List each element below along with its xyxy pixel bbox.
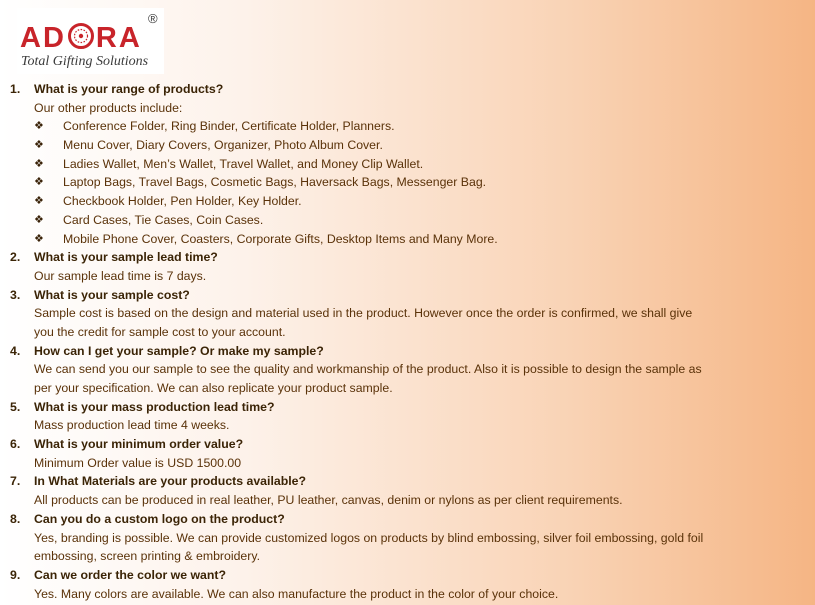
faq-answer-line: Our sample lead time is 7 days.	[34, 268, 207, 283]
faq-answer-line: embossing, screen printing & embroidery.	[34, 549, 261, 564]
diamond-bullet-icon: ❖	[34, 232, 44, 245]
diamond-bullet-icon: ❖	[34, 195, 44, 208]
logo-emblem-icon	[67, 22, 95, 50]
bullet-text: Ladies Wallet, Men’s Wallet, Travel Wallet, and Money Clip Wallet.	[63, 156, 424, 171]
product-bullet-item	[0, 117, 815, 136]
faq-question	[0, 248, 815, 267]
faq-question-text: What is your sample cost?	[34, 287, 190, 302]
faq-question-text: What is your sample lead time?	[34, 250, 218, 265]
bullet-text: Laptop Bags, Travel Bags, Cosmetic Bags, Haversack Bags, Messenger Bag.	[63, 175, 487, 190]
bullet-text: Mobile Phone Cover, Coasters, Corporate Gifts, Desktop Items and Many More.	[63, 231, 498, 246]
faq-question	[0, 510, 815, 529]
logo-wordmark	[20, 22, 142, 53]
faq-answer-line: Mass production lead time 4 weeks.	[34, 418, 230, 433]
faq-question-text: Can we order the color we want?	[34, 567, 227, 582]
diamond-bullet-icon: ❖	[34, 139, 44, 152]
faq-item	[0, 342, 815, 398]
faq-answer-line: Yes, branding is possible. We can provide customized logos on products by blind embossing, silver foil embossing, gold foil	[34, 530, 704, 545]
faq-question-text: What is your range of products?	[34, 82, 224, 96]
logo-text-suffix: RA	[95, 22, 142, 54]
faq-answer-line: We can send you our sample to see the quality and workmanship of the product. Also it is possible to design the sample as	[34, 362, 702, 377]
faq-list	[0, 80, 815, 603]
logo-tagline: Total Gifting Solutions	[21, 54, 149, 69]
bullet-text: Conference Folder, Ring Binder, Certificate Holder, Planners.	[63, 119, 395, 134]
faq-number: 2.	[10, 250, 21, 265]
faq-answer-line: Minimum Order value is USD 1500.00	[34, 455, 242, 470]
faq-item	[0, 510, 815, 566]
faq-answer-line: All products can be produced in real leather, PU leather, canvas, denim or nylons as per client requirements.	[34, 493, 623, 508]
faq-number: 7.	[10, 474, 21, 489]
product-bullet-item	[0, 211, 815, 230]
faq-number: 4.	[10, 343, 21, 358]
registered-mark: ®	[148, 11, 158, 26]
faq-item	[0, 80, 815, 248]
faq-answer-line: per your specification. We can also replicate your product sample.	[34, 381, 393, 395]
faq-item	[0, 286, 815, 342]
bullet-text: Checkbook Holder, Pen Holder, Key Holder.	[63, 194, 302, 209]
faq-question	[0, 286, 815, 305]
product-bullet-item	[0, 155, 815, 174]
faq-question-text: How can I get your sample? Or make my sample?	[34, 343, 324, 358]
faq-question	[0, 80, 815, 99]
bullet-text: Menu Cover, Diary Covers, Organizer, Photo Album Cover.	[63, 138, 383, 153]
faq-question-text: In What Materials are your products available?	[34, 474, 306, 489]
diamond-bullet-icon: ❖	[34, 176, 44, 189]
faq-number: 9.	[10, 567, 21, 582]
faq-number: 3.	[10, 287, 21, 302]
faq-item	[0, 435, 815, 472]
faq-answer-line: Yes. Many colors are available. We can also manufacture the product in the color of your choice.	[34, 586, 559, 601]
logo-text-prefix: AD	[20, 22, 66, 54]
bullet-text: Card Cases, Tie Cases, Coin Cases.	[63, 212, 264, 227]
faq-question	[0, 472, 815, 491]
faq-question-text: What is your mass production lead time?	[34, 399, 275, 414]
product-bullet-item	[0, 230, 815, 249]
faq-number: 8.	[10, 511, 21, 526]
faq-answer-line: Sample cost is based on the design and material used in the product. However once the order is confirmed, we shall give	[34, 306, 693, 321]
faq-question	[0, 342, 815, 361]
faq-answer-line: you the credit for sample cost to your account.	[34, 324, 286, 339]
diamond-bullet-icon: ❖	[34, 157, 44, 170]
faq-item	[0, 398, 815, 435]
faq-item	[0, 566, 815, 603]
product-bullet-item	[0, 136, 815, 155]
faq-item	[0, 248, 815, 285]
faq-question-text: Can you do a custom logo on the product?	[34, 511, 285, 526]
faq-number: 1.	[10, 82, 21, 96]
faq-question	[0, 398, 815, 417]
diamond-bullet-icon: ❖	[34, 120, 44, 133]
faq-question-text: What is your minimum order value?	[34, 437, 244, 452]
faq-number: 5.	[10, 399, 21, 414]
faq-item	[0, 472, 815, 509]
product-bullet-item	[0, 173, 815, 192]
brand-logo	[17, 8, 164, 74]
faq-answer-line: Our other products include:	[34, 100, 183, 115]
faq-number: 6.	[10, 437, 21, 452]
faq-question	[0, 435, 815, 454]
diamond-bullet-icon: ❖	[34, 213, 44, 226]
product-bullet-item	[0, 192, 815, 211]
faq-question	[0, 566, 815, 585]
